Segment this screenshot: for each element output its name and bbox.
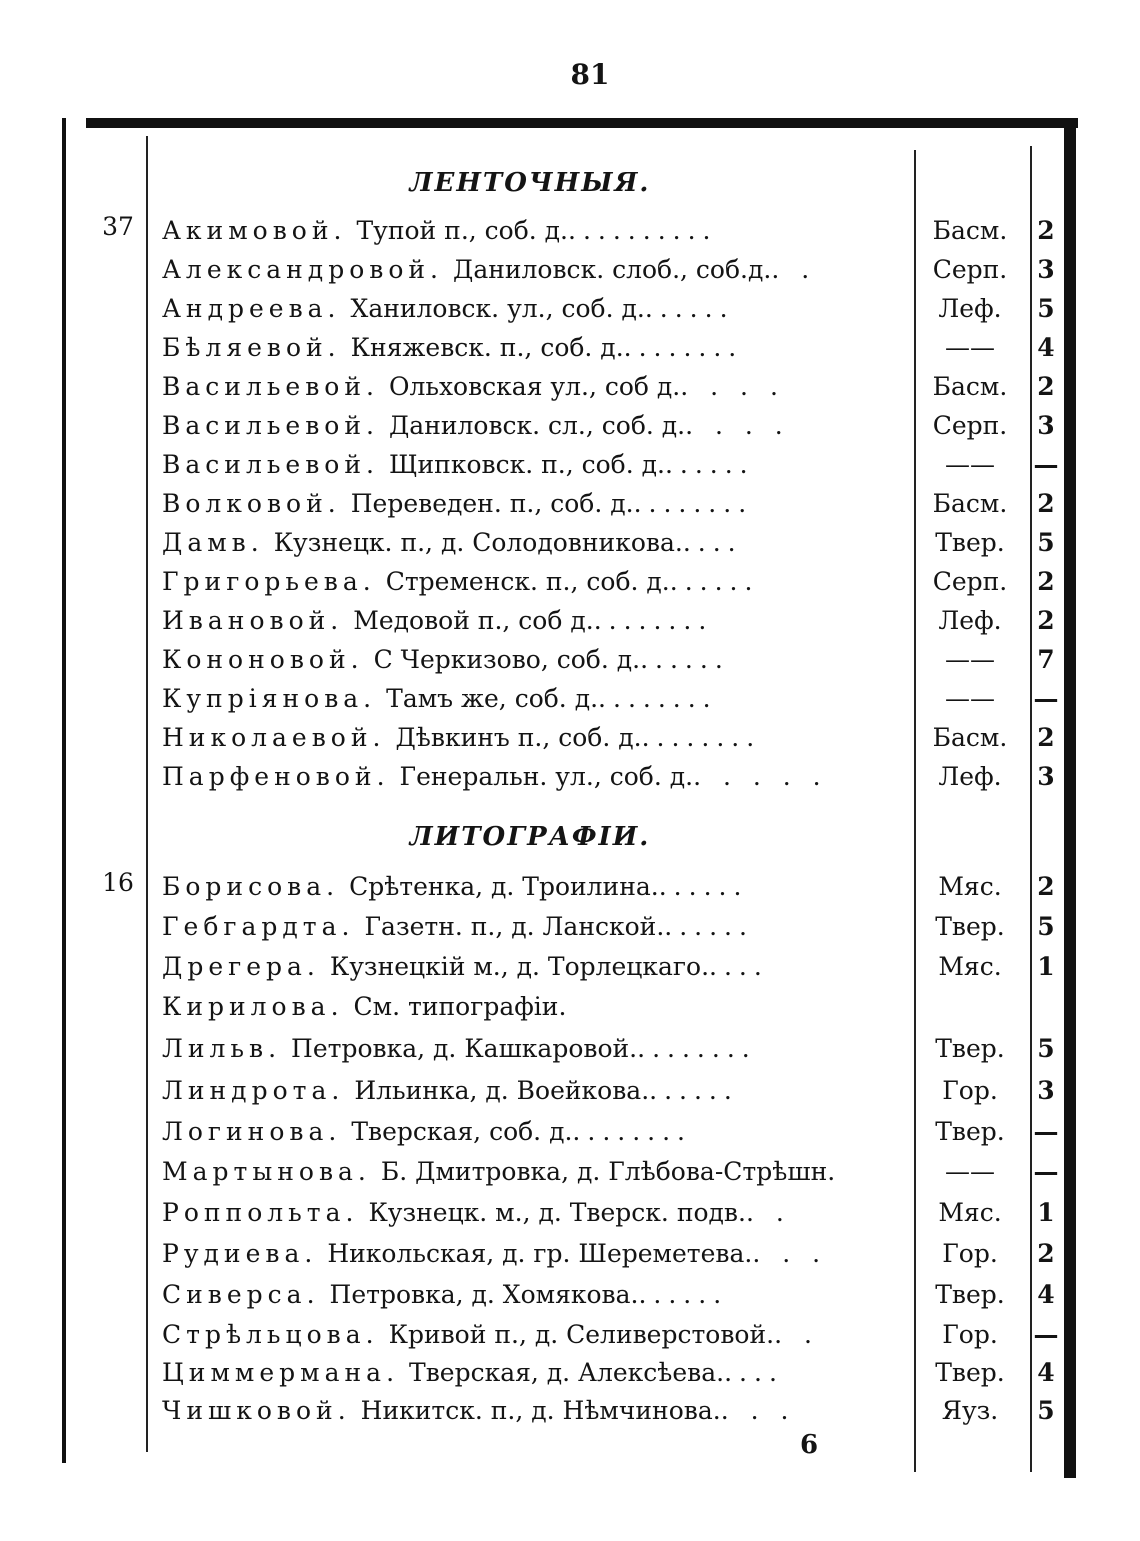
- list-item: [162, 1153, 1059, 1191]
- entry-name: Васильевой.: [162, 372, 379, 401]
- entry-number: 2: [1037, 1239, 1055, 1268]
- section-title-litografii: ЛИТОГРАФІИ.: [409, 822, 651, 852]
- entry-address: Петровка, д. Кашкаровой.: [291, 1034, 638, 1063]
- section-count: 16: [102, 868, 134, 897]
- list-item: Дрегера. Кузнецкій м., д. Торлецкаго..... Мяс. 1: [162, 948, 1052, 986]
- entry-name: Сиверса.: [162, 1280, 320, 1309]
- entry-name: Купріянова.: [162, 684, 377, 713]
- list-item: Лильв. Петровка, д. Кашкаровой......... Твер. 5: [162, 1030, 1052, 1068]
- entry-number: 3: [1037, 1076, 1055, 1105]
- entry-number: 5: [1037, 912, 1055, 941]
- entry-name: Логинова.: [162, 1117, 342, 1146]
- list-item: Чишковой. Никитск. п., д. Нѣмчинова.. . . Яуз. 5: [162, 1392, 1052, 1430]
- list-item: Андреева. Ханиловск. ул., соб. д....... Леф. 5: [162, 290, 1052, 328]
- entry-district: Твер.: [935, 912, 1005, 941]
- entry-name: Бѣляевой.: [162, 333, 341, 362]
- list-item: Волковой. Переведен. п., соб. д......... Басм. 2: [162, 485, 1052, 523]
- list-item: Логинова. Тверская, соб. д......... Твер. —: [162, 1113, 1052, 1151]
- entry-district: Басм.: [932, 723, 1008, 752]
- left-border-rule: [62, 118, 66, 1463]
- entry-address: Кузнецк. м., д. Тверск. подв.: [368, 1198, 746, 1227]
- entry-name: Васильевой.: [162, 450, 379, 479]
- entry-number: 5: [1037, 1396, 1055, 1425]
- entry-district: Твер.: [935, 1280, 1005, 1309]
- entry-address: Генеральн. ул., соб. д.: [399, 762, 694, 791]
- entry-number: —: [1033, 1117, 1059, 1146]
- entry-name: Гебгардта.: [162, 912, 355, 941]
- signature-mark: 6: [800, 1430, 819, 1460]
- list-item: Бѣляевой. Княжевск. п., соб. д......... —— 4: [162, 329, 1052, 367]
- entry-number: 2: [1037, 372, 1055, 401]
- entry-name: Мартынова.: [162, 1157, 371, 1186]
- entry-address: Никитск. п., д. Нѣмчинова.: [360, 1396, 721, 1425]
- list-item: Роппольта. Кузнецк. м., д. Тверск. подв.. . Мяс. 1: [162, 1194, 1052, 1232]
- right-border-rule: [1064, 118, 1076, 1478]
- entry-name: Парфеновой.: [162, 762, 390, 791]
- entry-number: —: [1033, 1157, 1059, 1186]
- entry-district: ——: [945, 333, 995, 362]
- entry-district: ——: [945, 450, 995, 479]
- entry-name: Васильевой.: [162, 411, 379, 440]
- entry-name: Роппольта.: [162, 1198, 359, 1227]
- entry-district: Мяс.: [938, 952, 1002, 981]
- entry-district: Серп.: [932, 411, 1008, 440]
- entry-name: Борисова.: [162, 872, 340, 901]
- list-item: Рудиева. Никольская, д. гр. Шереметева.. . . Гор. 2: [162, 1235, 1052, 1273]
- list-item: Кононовой. С Черкизово, соб. д....... —— 7: [162, 641, 1052, 679]
- entry-number: 3: [1037, 255, 1055, 284]
- entry-number: 5: [1037, 528, 1055, 557]
- entry-number: 4: [1037, 1280, 1055, 1309]
- entry-address: Ильинка, д. Воейкова.: [354, 1076, 650, 1105]
- entry-address: Б. Дмитровка, д. Глѣбова-Стрѣшн.: [380, 1157, 836, 1186]
- entry-number: 1: [1037, 952, 1055, 981]
- list-item: Ивановой. Медовой п., соб д......... Леф. 2: [162, 602, 1052, 640]
- entry-number: 2: [1037, 606, 1055, 635]
- entry-name: Кононовой.: [162, 645, 364, 674]
- list-item: Сиверса. Петровка, д. Хомякова....... Твер. 4: [162, 1276, 1052, 1314]
- entry-district: Твер.: [935, 1358, 1005, 1387]
- list-item: Циммермана. Тверская, д. Алексѣева..... Твер. 4: [162, 1354, 1052, 1392]
- entry-name: Николаевой.: [162, 723, 386, 752]
- entry-address: Даниловск. слоб., соб.д.: [453, 255, 772, 284]
- entry-address: См. типографіи.: [353, 992, 567, 1021]
- entry-address: Срѣтенка, д. Троилина.: [349, 872, 659, 901]
- entry-number: 3: [1037, 762, 1055, 791]
- top-border-rule: [86, 118, 1078, 128]
- entry-district: Леф.: [938, 762, 1002, 791]
- entry-district: Твер.: [935, 1117, 1005, 1146]
- list-item: Дамв. Кузнецк. п., д. Солодовникова..... Твер. 5: [162, 524, 1052, 562]
- entry-address: Тверская, д. Алексѣева.: [409, 1358, 725, 1387]
- entry-number: —: [1033, 684, 1059, 713]
- entry-number: —: [1033, 1320, 1059, 1349]
- entry-address: С Черкизово, соб. д.: [373, 645, 641, 674]
- list-item: Линдрота. Ильинка, д. Воейкова....... Гор. 3: [162, 1072, 1052, 1110]
- list-item: [162, 988, 1052, 1026]
- entry-address: Переведен. п., соб. д.: [350, 489, 634, 518]
- entry-address: Медовой п., соб д.: [353, 606, 594, 635]
- entry-address: Кузнецкій м., д. Торлецкаго.: [329, 952, 710, 981]
- list-item: Васильевой. Даниловск. сл., соб. д.. . . . Серп. 3: [162, 407, 1052, 445]
- entry-address: Тамъ же, соб. д.: [386, 684, 599, 713]
- entry-number: 4: [1037, 333, 1055, 362]
- entry-district: Мяс.: [938, 872, 1002, 901]
- entry-district: Гор.: [942, 1239, 998, 1268]
- entry-address: Ханиловск. ул., соб. д.: [350, 294, 645, 323]
- entry-name: Волковой.: [162, 489, 341, 518]
- entry-address: Ольховская ул., соб д.: [388, 372, 681, 401]
- entry-number: 5: [1037, 1034, 1055, 1063]
- entry-district: Твер.: [935, 528, 1005, 557]
- entry-district: ——: [945, 684, 995, 713]
- list-item: Стрѣльцова. Кривой п., д. Селиверстовой.. . Гор. —: [162, 1316, 1052, 1354]
- entry-name: Ивановой.: [162, 606, 344, 635]
- entry-address: Дѣвкинъ п., соб. д.: [395, 723, 642, 752]
- entry-address: Никольская, д. гр. Шереметева.: [327, 1239, 753, 1268]
- entry-name: Дамв.: [162, 528, 264, 557]
- entry-address: Княжевск. п., соб. д.: [350, 333, 624, 362]
- entry-district: Твер.: [935, 1034, 1005, 1063]
- list-item: Купріянова. Тамъ же, соб. д......... —— —: [162, 680, 1052, 718]
- entry-district: Серп.: [932, 567, 1008, 596]
- entry-name: Григорьева.: [162, 567, 376, 596]
- entry-number: 2: [1037, 723, 1055, 752]
- entry-name: Лильв.: [162, 1034, 282, 1063]
- entry-name: Дрегера.: [162, 952, 320, 981]
- page-number: 81: [570, 58, 610, 91]
- entry-name: Кирилова.: [162, 992, 344, 1021]
- entry-number: 2: [1037, 489, 1055, 518]
- entry-district: Леф.: [938, 294, 1002, 323]
- entry-number: 2: [1037, 872, 1055, 901]
- entry-address: Даниловск. сл., соб. д.: [388, 411, 686, 440]
- entry-name: Чишковой.: [162, 1396, 351, 1425]
- entry-address: Кузнецк. п., д. Солодовникова.: [273, 528, 683, 557]
- list-item: Александровой. Даниловск. слоб., соб.д.. . Серп. 3: [162, 251, 1052, 289]
- entry-district: ——: [945, 1157, 995, 1186]
- list-item: Николаевой. Дѣвкинъ п., соб. д......... Басм. 2: [162, 719, 1052, 757]
- entry-address: Тверская, соб. д.: [351, 1117, 573, 1146]
- entry-name: Рудиева.: [162, 1239, 318, 1268]
- entry-district: Гор.: [942, 1320, 998, 1349]
- list-item: Парфеновой. Генеральн. ул., соб. д.. . . . . Леф. 3: [162, 758, 1052, 796]
- entry-number: —: [1033, 450, 1059, 479]
- entry-district: Мяс.: [938, 1198, 1002, 1227]
- list-item: Гебгардта. Газетн. п., д. Ланской....... Твер. 5: [162, 908, 1052, 946]
- list-item: Борисова. Срѣтенка, д. Троилина....... Мяс. 2: [162, 868, 1052, 906]
- entry-district: Гор.: [942, 1076, 998, 1105]
- entry-district: Яуз.: [941, 1396, 999, 1425]
- entry-district: Басм.: [932, 216, 1008, 245]
- list-item: Акимовой. Тупой п., соб. д........... Басм. 2: [162, 212, 1052, 250]
- list-item: Васильевой. Щипковск. п., соб. д....... —— —: [162, 446, 1052, 484]
- entry-number: 3: [1037, 411, 1055, 440]
- entry-name: Стрѣльцова.: [162, 1320, 379, 1349]
- entry-number: 2: [1037, 216, 1055, 245]
- entry-district: Серп.: [932, 255, 1008, 284]
- entry-number: 2: [1037, 567, 1055, 596]
- list-item: Васильевой. Ольховская ул., соб д.. . . . Басм. 2: [162, 368, 1052, 406]
- section-title-lentochnyya: ЛЕНТОЧНЫЯ.: [409, 168, 651, 198]
- entry-address: Петровка, д. Хомякова.: [329, 1280, 639, 1309]
- entry-address: Щипковск. п., соб. д.: [388, 450, 665, 479]
- entry-name: Александровой.: [162, 255, 443, 284]
- entry-number: 4: [1037, 1358, 1055, 1387]
- entry-district: Басм.: [932, 489, 1008, 518]
- entry-name: Андреева.: [162, 294, 341, 323]
- list-item: Григорьева. Стременск. п., соб. д....... Серп. 2: [162, 563, 1052, 601]
- entry-address: Тупой п., соб. д.: [356, 216, 569, 245]
- entry-district: Леф.: [938, 606, 1002, 635]
- entry-address: Газетн. п., д. Ланской.: [364, 912, 665, 941]
- column-divider-count: [146, 136, 148, 1452]
- entry-address: Стременск. п., соб. д.: [385, 567, 670, 596]
- entry-district: ——: [945, 645, 995, 674]
- section-count: 37: [102, 212, 134, 241]
- entry-number: 5: [1037, 294, 1055, 323]
- entry-name: Акимовой.: [162, 216, 347, 245]
- entry-number: 1: [1037, 1198, 1055, 1227]
- entry-name: Линдрота.: [162, 1076, 345, 1105]
- entry-name: Циммермана.: [162, 1358, 400, 1387]
- entry-address: Кривой п., д. Селиверстовой.: [388, 1320, 775, 1349]
- entry-district: Басм.: [932, 372, 1008, 401]
- entry-number: 7: [1037, 645, 1055, 674]
